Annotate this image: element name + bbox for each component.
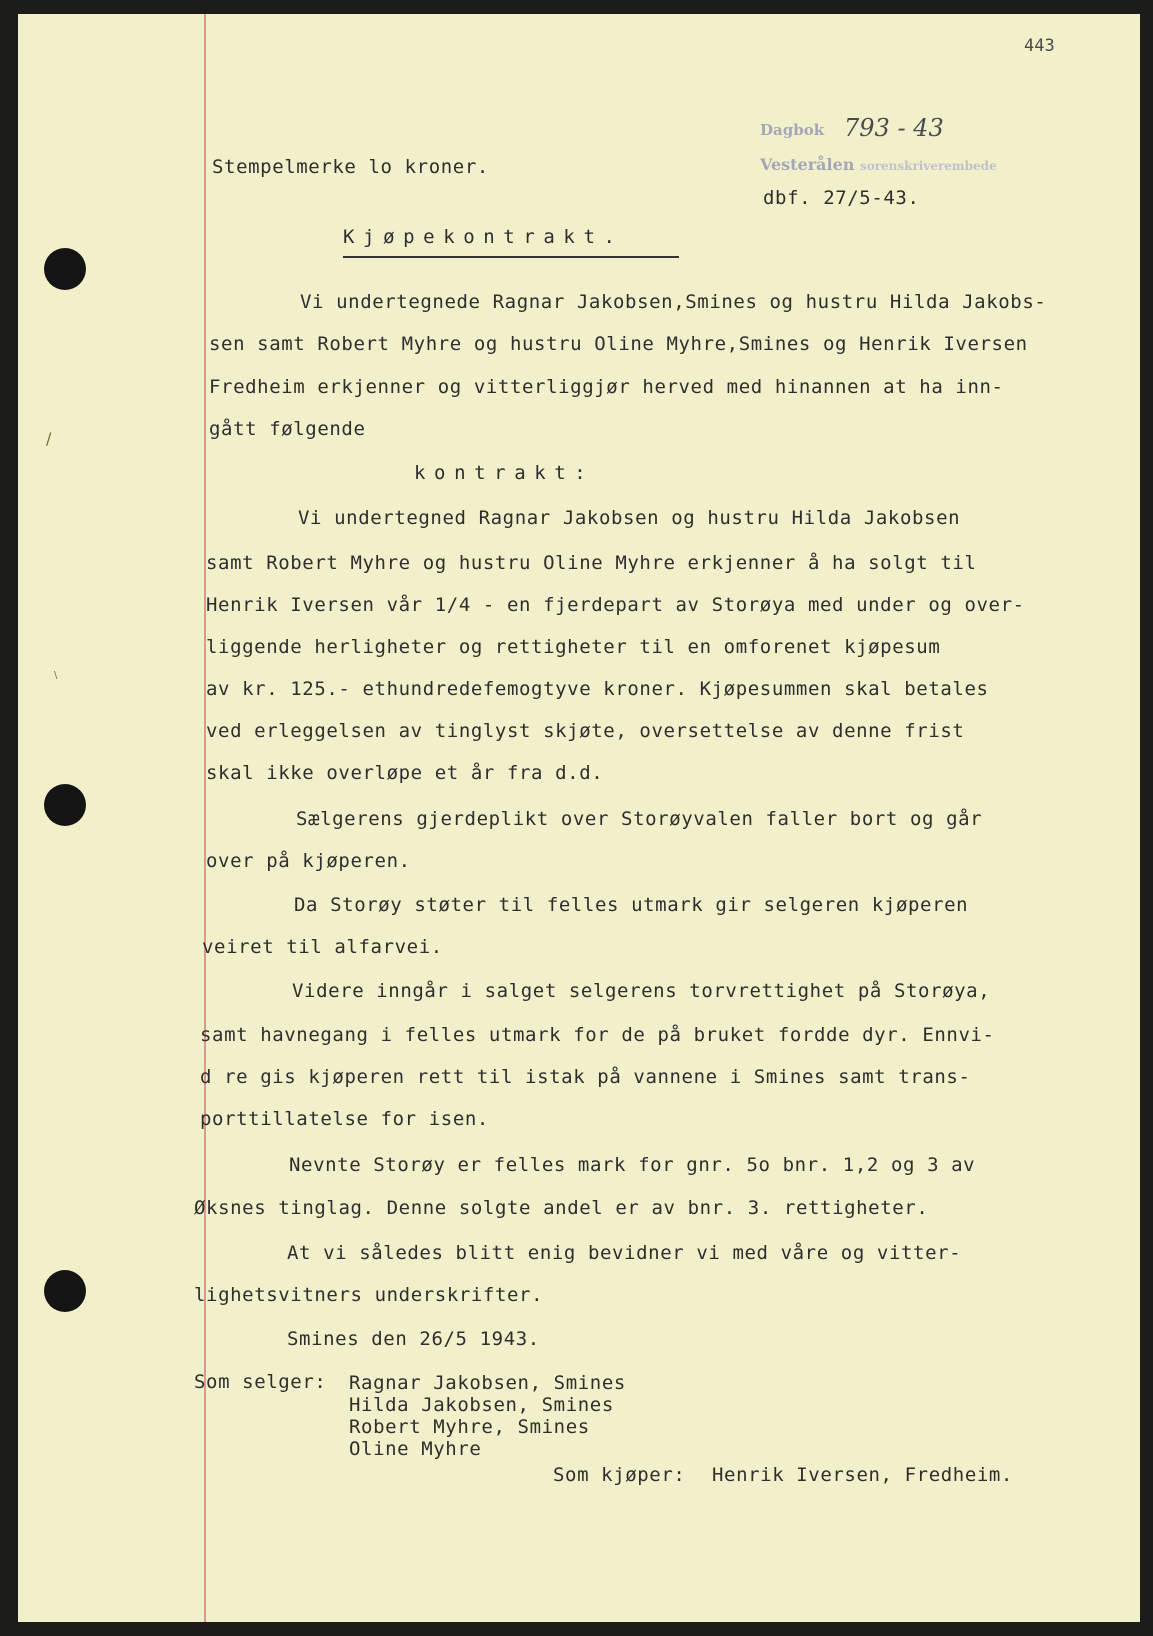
body-line: lighetsvitners underskrifter. — [194, 1284, 544, 1306]
body-line: liggende herligheter og rettigheter til en omforenet kjøpesum — [206, 636, 941, 658]
body-line: Fredheim erkjenner og vitterliggjør herved med hinannen at ha inn- — [209, 376, 1004, 398]
pencil-tick-mark: \ — [54, 670, 58, 681]
body-line: At vi således blitt enig bevidner vi med våre og vitter- — [287, 1242, 962, 1264]
seller-name: Hilda Jakobsen, Smines — [349, 1394, 614, 1416]
buyer-label: Som kjøper: — [553, 1464, 686, 1486]
seller-name: Robert Myhre, Smines — [349, 1416, 590, 1438]
body-line: over på kjøperen. — [206, 850, 411, 872]
body-line: porttillatelse for isen. — [200, 1108, 489, 1130]
seller-label: Som selger: — [194, 1371, 327, 1393]
handwritten-journal-number: 793 - 43 — [844, 114, 944, 142]
body-line: samt havnegang i felles utmark for de på bruket fordde dyr. Ennvi- — [200, 1024, 995, 1046]
pencil-tick-mark: / — [46, 429, 52, 448]
body-line: Nevnte Storøy er felles mark for gnr. 5o bnr. 1,2 og 3 av — [289, 1154, 976, 1176]
body-line: gått følgende — [209, 418, 366, 440]
body-line: Smines den 26/5 1943. — [287, 1328, 540, 1350]
stamp-office — [760, 155, 997, 174]
document-title: Kjøpekontrakt. — [343, 226, 624, 248]
punch-hole — [44, 1270, 86, 1312]
body-line: Vi undertegned Ragnar Jakobsen og hustru Hilda Jakobsen — [298, 507, 961, 529]
stamp-fee-line: Stempelmerke lo kroner. — [212, 156, 489, 178]
body-line: ved erleggelsen av tinglyst skjøte, oversettelse av denne frist — [206, 720, 965, 742]
body-line: skal ikke overløpe et år fra d.d. — [206, 762, 604, 784]
body-line: samt Robert Myhre og hustru Oline Myhre erkjenner å ha solgt til — [206, 552, 977, 574]
body-line: av kr. 125.- ethundredefemogtyve kroner. Kjøpesummen skal betales — [206, 678, 989, 700]
seller-name: Ragnar Jakobsen, Smines — [349, 1372, 626, 1394]
document-page — [18, 14, 1140, 1622]
punch-hole — [44, 784, 86, 826]
stamp-office-rest: sorenskriverembede — [859, 159, 997, 173]
page-number: 443 — [1024, 36, 1055, 56]
registration-date: dbf. 27/5-43. — [763, 187, 920, 209]
body-line: veiret til alfarvei. — [202, 936, 443, 958]
body-line: Vi undertegnede Ragnar Jakobsen,Smines og hustru Hilda Jakobs- — [300, 291, 1047, 313]
stamp-label: Dagbok — [760, 121, 825, 139]
buyer-name: Henrik Iversen, Fredheim. — [712, 1464, 1013, 1486]
title-underline — [343, 256, 679, 258]
body-line: sen samt Robert Myhre og hustru Oline Myhre,Smines og Henrik Iversen — [209, 333, 1028, 355]
body-line: Da Storøy støter til felles utmark gir selgeren kjøperen — [294, 894, 969, 916]
punch-hole — [44, 248, 86, 290]
body-line: Henrik Iversen vår 1/4 - en fjerdepart av Storøya med under og over- — [206, 594, 1025, 616]
body-line: Øksnes tinglag. Denne solgte andel er av bnr. 3. rettigheter. — [194, 1197, 929, 1219]
seller-name: Oline Myhre — [349, 1438, 482, 1460]
body-line: kontrakt: — [414, 462, 595, 484]
body-line: Sælgerens gjerdeplikt over Storøyvalen faller bort og går — [296, 808, 983, 830]
body-line: Videre inngår i salget selgerens torvrettighet på Storøya, — [292, 980, 991, 1002]
stamp-office-name: Vesterålen — [760, 155, 855, 174]
body-line: d re gis kjøperen rett til istak på vannene i Smines samt trans- — [200, 1066, 971, 1088]
